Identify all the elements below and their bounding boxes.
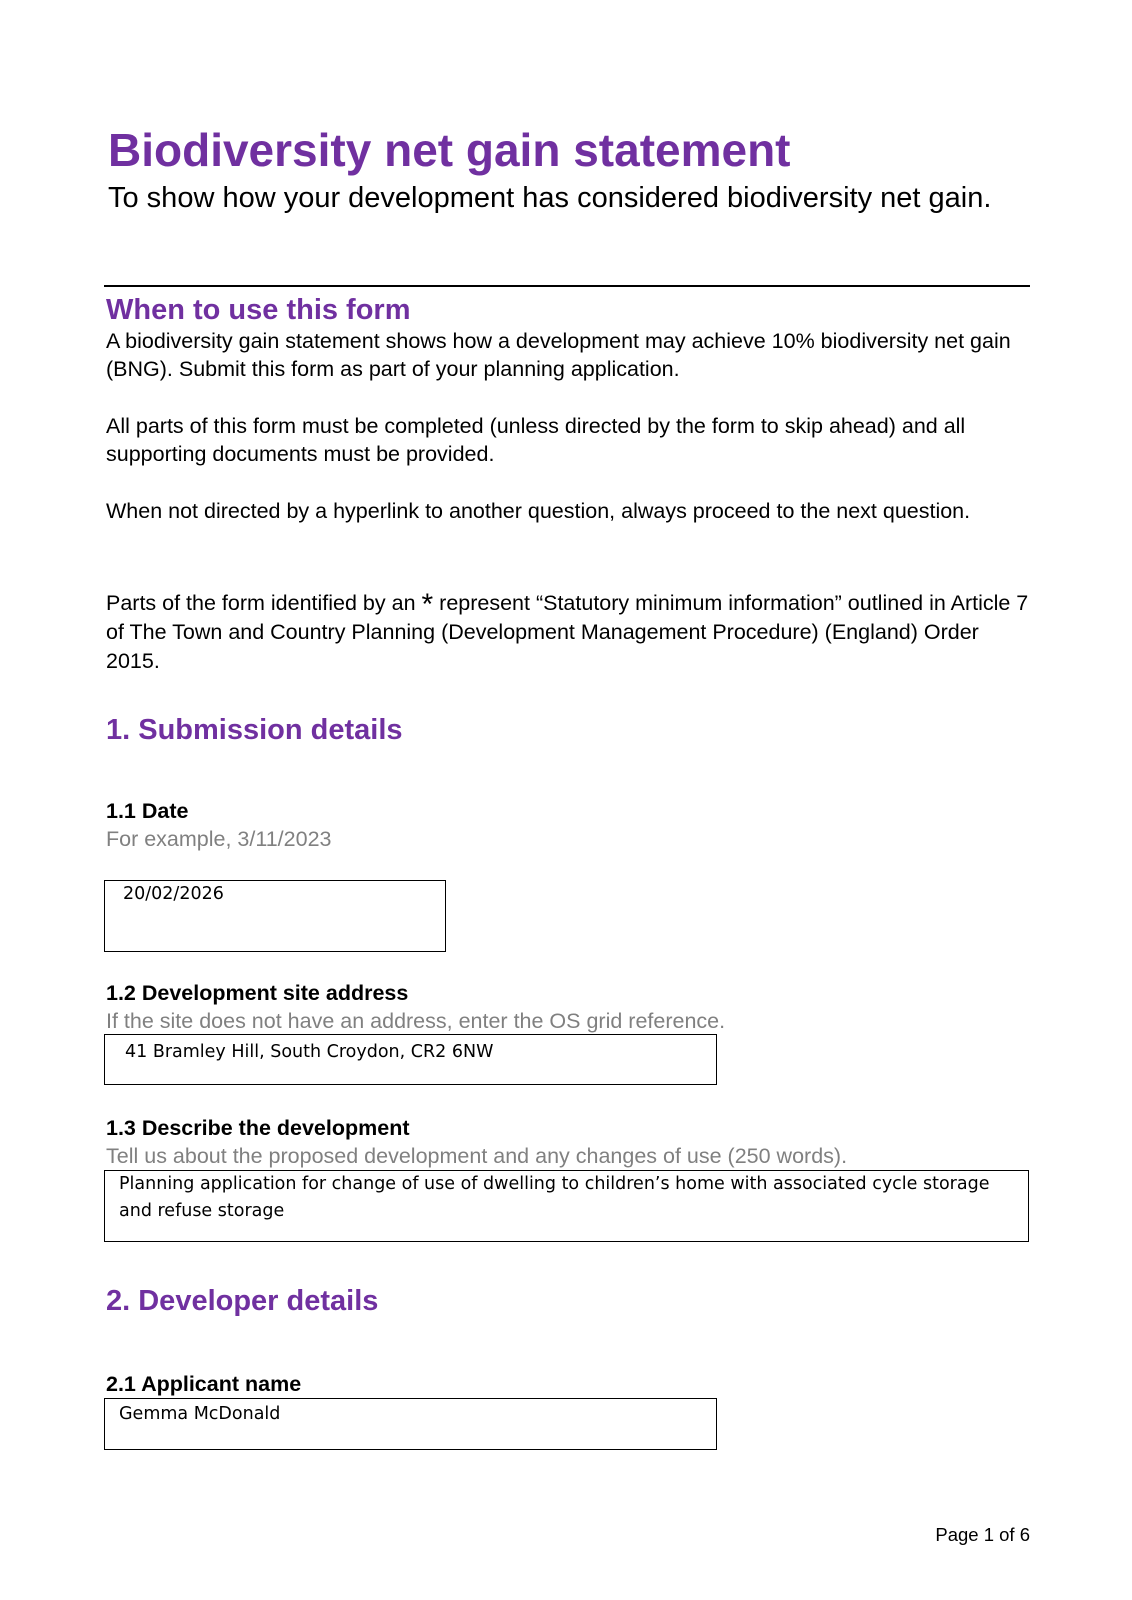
section-1-heading: 1. Submission details: [106, 714, 403, 746]
intro-paragraph-3: When not directed by a hyperlink to another question, always proceed to the next question.: [106, 499, 971, 523]
page-number: Page 1 of 6: [935, 1524, 1030, 1545]
intro-paragraph-2: All parts of this form must be completed (unless directed by the form to skip ahead) and all supporting documents must be provided.: [106, 414, 966, 466]
paragraph-text: Parts of the form identified by an: [106, 591, 422, 615]
paragraph-text: represent “Statutory minimum information” outlined in Article 7 of The Town and Country Planning (Development Management Procedure) (England) Order 2015.: [106, 591, 1029, 673]
question-1-1-label: 1.1 Date: [106, 799, 189, 823]
question-1-1-hint: For example, 3/11/2023: [106, 827, 332, 851]
question-2-1-label: 2.1 Applicant name: [106, 1372, 302, 1396]
applicant-name-field[interactable]: Gemma McDonald: [104, 1398, 717, 1450]
section-2-heading: 2. Developer details: [106, 1285, 379, 1317]
date-field[interactable]: 20/02/2026: [104, 880, 446, 952]
statutory-asterisk: *: [421, 588, 434, 621]
question-1-3-hint: Tell us about the proposed development and any changes of use (250 words).: [106, 1144, 848, 1168]
site-address-field[interactable]: 41 Bramley Hill, South Croydon, CR2 6NW: [104, 1034, 717, 1085]
title-divider: [104, 285, 1030, 287]
question-1-2-hint: If the site does not have an address, enter the OS grid reference.: [106, 1009, 726, 1033]
development-description-field[interactable]: Planning application for change of use of dwelling to children’s home with associated cycle storage and refuse storage: [104, 1170, 1029, 1242]
intro-paragraph-1: A biodiversity gain statement shows how a development may achieve 10% biodiversity net gain (BNG). Submit this form as part of your planning application.: [106, 329, 1011, 381]
question-1-3-label: 1.3 Describe the development: [106, 1116, 410, 1140]
page-subtitle: To show how your development has considered biodiversity net gain.: [108, 182, 992, 214]
intro-heading: When to use this form: [106, 294, 411, 326]
page-title: Biodiversity net gain statement: [108, 124, 791, 176]
intro-paragraph-4: [106, 589, 1036, 676]
question-1-2-label: 1.2 Development site address: [106, 981, 409, 1005]
